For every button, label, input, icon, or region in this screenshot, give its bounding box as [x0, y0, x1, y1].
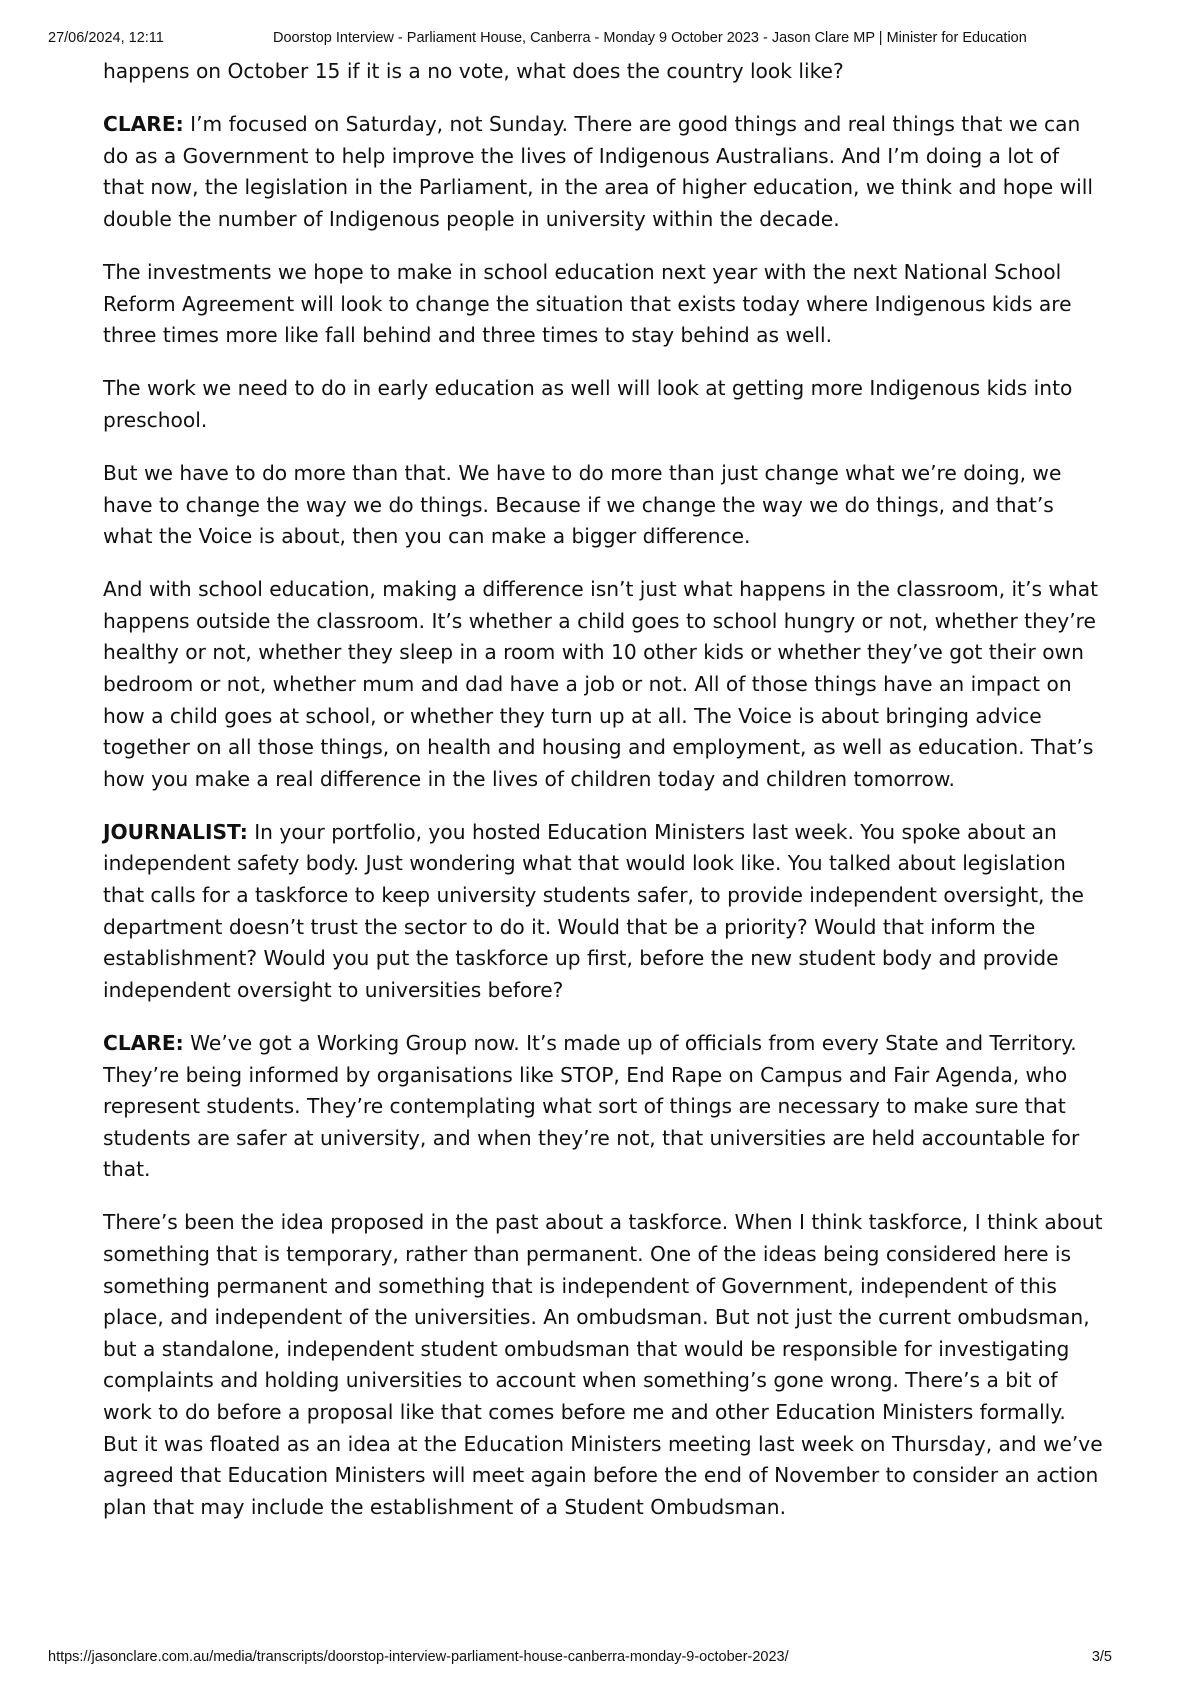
paragraph-text: I’m focused on Saturday, not Sunday. There are good things and real things that we can do as a Government to help improve the lives of Indigenous Australians. And I’m doing a lot of that now, the legislation in the Parliament, in the area of higher education, we think and hope will double the number of Indigenous people in university within the decade. — [103, 112, 1093, 231]
paragraph-text: The investments we hope to make in school education next year with the next National School Reform Agreement will look to change the situation that exists today where Indigenous kids are three times more like fall behind and three times to stay behind as well. — [103, 259, 1072, 348]
transcript-paragraph — [103, 109, 1103, 235]
page-number: 3/5 — [1091, 1649, 1112, 1665]
paragraph-text: We’ve got a Working Group now. It’s made up of officials from every State and Territory. They’re being informed by organisations like STOP, End Rape on Campus and Fair Agenda, who represent students. They’re contemplating what sort of things are necessary to make sure that students are safer at university, and when they’re not, that universities are held accountable for that. — [103, 1030, 1080, 1182]
print-date: 27/06/2024, 12:11 — [48, 30, 164, 46]
transcript-paragraph — [103, 1207, 1103, 1523]
transcript-body — [103, 56, 1103, 1545]
print-footer — [48, 1649, 1112, 1669]
print-header — [48, 30, 1112, 50]
speaker-label: JOURNALIST: — [103, 819, 248, 844]
transcript-paragraph — [103, 458, 1103, 553]
page-url[interactable]: https://jasonclare.com.au/media/transcripts/doorstop-interview-parliament-house-canberra-monday-9-october-2023/ — [48, 1649, 789, 1665]
paragraph-text: There’s been the idea proposed in the past about a taskforce. When I think taskforce, I think about something that is temporary, rather than permanent. One of the ideas being considered here is something permanent and something that is independent of Government, independent of this place, and independent of the universities. An ombudsman. But not just the current ombudsman, but a standalone, independent student ombudsman that would be responsible for investigating complaints and holding universities to account when something’s gone wrong. There’s a bit of work to do before a proposal like that comes before me and other Education Ministers formally. But it was floated as an idea at the Education Ministers meeting last week on Thursday, and we’ve agreed that Education Ministers will meet again before the end of November to consider an action plan that may include the establishment of a Student Ombudsman. — [103, 1210, 1103, 1519]
paragraph-text: But we have to do more than that. We have to do more than just change what we’re doing, we have to change the way we do things. Because if we change the way we do things, and that’s what the Voice is about, then you can make a bigger difference. — [103, 460, 1062, 549]
transcript-paragraph — [103, 257, 1103, 352]
paragraph-text: happens on October 15 if it is a no vote, what does the country look like? — [103, 59, 844, 83]
page-title: Doorstop Interview - Parliament House, Canberra - Monday 9 October 2023 - Jason Clare MP | Minister for Education — [273, 30, 1027, 46]
transcript-paragraph — [103, 373, 1103, 436]
transcript-paragraph — [103, 1028, 1103, 1186]
paragraph-text: In your portfolio, you hosted Education Ministers last week. You spoke about an independent safety body. Just wondering what that would look like. You talked about legislation that calls for a taskforce to keep university students safer, to provide independent oversight, the department doesn’t trust the sector to do it. Would that be a priority? Would that inform the establishment? Would you put the taskforce up first, before the new student body and provide independent oversight to universities before? — [103, 819, 1084, 1002]
transcript-paragraph — [103, 817, 1103, 1007]
transcript-paragraph — [103, 574, 1103, 795]
paragraph-text: And with school education, making a difference isn’t just what happens in the classroom, it’s what happens outside the classroom. It’s whether a child goes to school hungry or not, whether they’re healthy or not, whether they sleep in a room with 10 other kids or whether they’ve got their own bedroom or not, whether mum and dad have a job or not. All of those things have an impact on how a child goes at school, or whether they turn up at all. The Voice is about bringing advice together on all those things, on health and housing and employment, as well as education. That’s how you make a real difference in the lives of children today and children tomorrow. — [103, 577, 1099, 791]
transcript-paragraph — [103, 56, 1103, 88]
paragraph-text: The work we need to do in early education as well will look at getting more Indigenous kids into preschool. — [103, 376, 1073, 432]
speaker-label: CLARE: — [103, 112, 184, 137]
speaker-label: CLARE: — [103, 1030, 184, 1055]
